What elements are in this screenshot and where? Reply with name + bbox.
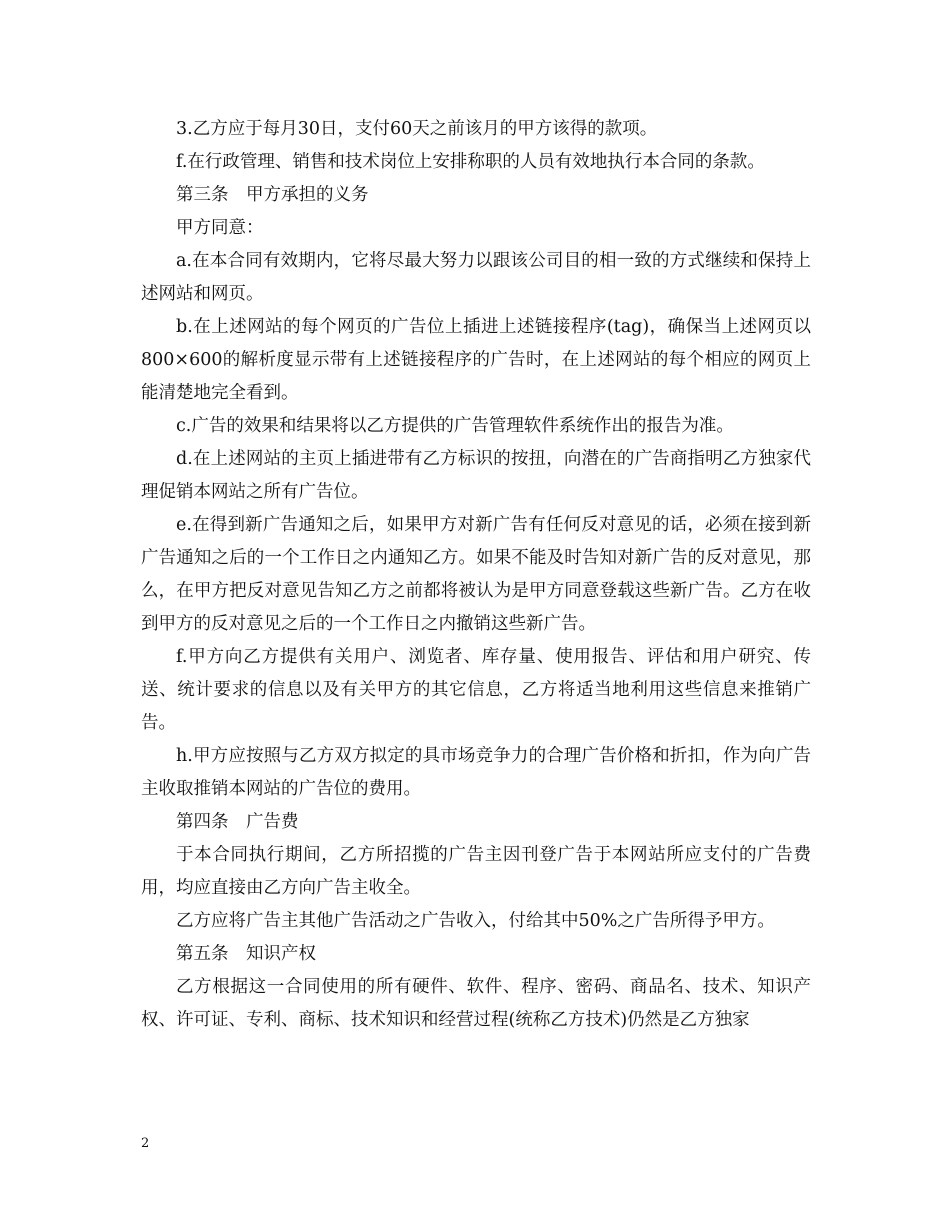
- paragraph-clause-3-item-b: b.在上述网站的每个网页的广告位上插进上述链接程序(tag)，确保当上述网页以800×600的解析度显示带有上述链接程序的广告时，在上述网站的每个相应的网页上能清楚地完全看到。: [141, 317, 811, 403]
- section-heading-article-3: 第三条 甲方承担的义务: [176, 185, 369, 205]
- paragraph-clause-3-item-h: h.甲方应按照与乙方双方拟定的具市场竞争力的合理广告价格和折扣，作为向广告主收取推销本网站的广告位的费用。: [141, 746, 811, 799]
- paragraph-party-a-agrees: 甲方同意：: [176, 218, 264, 238]
- page-number: 2: [141, 1136, 150, 1151]
- paragraph-clause-3-item-f: f.甲方向乙方提供有关用户、浏览者、库存量、使用报告、评估和用户研究、传送、统计要求的信息以及有关甲方的其它信息，乙方将适当地利用这些信息来推销广告。: [141, 647, 811, 733]
- paragraph-clause-4-fees: 于本合同执行期间，乙方所招揽的广告主因刊登广告于本网站所应支付的广告费用，均应直接由乙方向广告主收全。: [141, 845, 811, 898]
- paragraph-clause-4-revenue-share: 乙方应将广告主其他广告活动之广告收入，付给其中50%之广告所得予甲方。: [176, 911, 775, 931]
- section-heading-article-4: 第四条 广告费: [176, 812, 299, 832]
- document-body: [141, 113, 811, 1037]
- paragraph-clause-2-item-f: f.在行政管理、销售和技术岗位上安排称职的人员有效地执行本合同的条款。: [176, 152, 765, 172]
- paragraph-clause-3-item-e: e.在得到新广告通知之后，如果甲方对新广告有任何反对意见的话，必须在接到新广告通知之后的一个工作日之内通知乙方。如果不能及时告知对新广告的反对意见，那么，在甲方把反对意见告知乙方之前都将被认为是甲方同意登载这些新广告。乙方在收到甲方的反对意见之后的一个工作日之内撤销这些新广告。: [141, 515, 811, 634]
- paragraph-clause-2-item-3: 3.乙方应于每月30日，支付60天之前该月的甲方该得的款项。: [176, 119, 658, 139]
- paragraph-clause-3-item-c: c.广告的效果和结果将以乙方提供的广告管理软件系统作出的报告为准。: [176, 416, 734, 436]
- paragraph-clause-5-ip: 乙方根据这一合同使用的所有硬件、软件、程序、密码、商品名、技术、知识产权、许可证、专利、商标、技术知识和经营过程(统称乙方技术)仍然是乙方独家: [141, 977, 811, 1030]
- paragraph-clause-3-item-a: a.在本合同有效期内，它将尽最大努力以跟该公司目的相一致的方式继续和保持上述网站和网页。: [141, 251, 811, 304]
- paragraph-clause-3-item-d: d.在上述网站的主页上插进带有乙方标识的按扭，向潜在的广告商指明乙方独家代理促销本网站之所有广告位。: [141, 449, 811, 502]
- section-heading-article-5: 第五条 知识产权: [176, 944, 316, 964]
